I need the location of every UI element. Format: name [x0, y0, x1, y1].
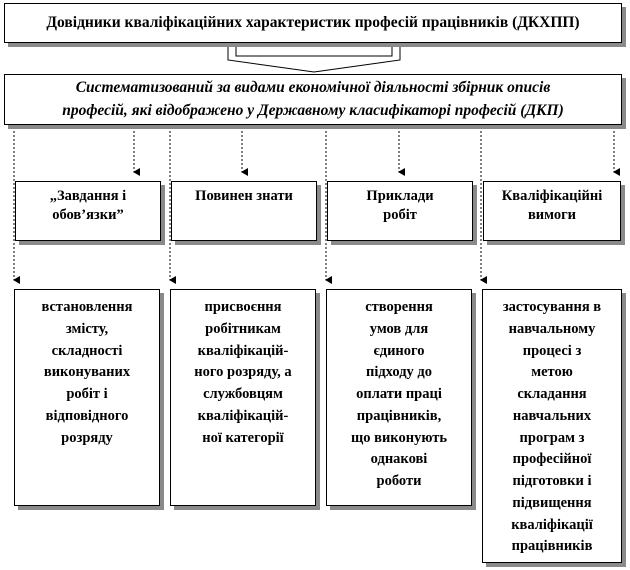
description-qualification-requirements	[482, 289, 622, 563]
category-label: Приклади	[366, 188, 434, 204]
desc-line: службовцям	[203, 386, 283, 402]
desc-line: роботи	[376, 473, 422, 489]
main-flow-arrow	[228, 46, 400, 72]
desc-line: створення	[365, 299, 433, 315]
title-text: Довідники кваліфікаційних характеристик професій працівників (ДКХПП)	[46, 14, 580, 31]
desc-line: оплати праці	[356, 386, 442, 402]
desc-line: єдиного	[373, 342, 425, 359]
desc-line: навчальному	[508, 320, 596, 337]
subtitle-box	[4, 74, 622, 125]
desc-line: ного розряду, а	[194, 364, 292, 381]
category-label: вимоги	[527, 206, 577, 223]
desc-line: ної категорії	[202, 429, 284, 446]
desc-line: кваліфікацій-	[197, 407, 289, 424]
desc-line: підходу до	[365, 364, 433, 381]
desc-line: робітникам	[205, 320, 281, 337]
desc-line: кваліфікації	[511, 516, 593, 533]
desc-line: присвоєння	[204, 299, 282, 315]
desc-line: встановлення	[41, 299, 133, 315]
category-must-know	[171, 181, 317, 241]
description-work-examples	[326, 289, 472, 506]
description-tasks	[14, 289, 160, 506]
desc-line: кваліфікацій-	[197, 342, 289, 359]
desc-line: що виконують	[351, 429, 447, 446]
category-label: Повинен знати	[195, 188, 293, 204]
desc-line: підвищення	[512, 494, 592, 511]
desc-line: складання	[517, 386, 587, 402]
desc-line: навчальних	[512, 407, 592, 424]
desc-line: процесі з	[522, 342, 582, 359]
desc-line: однакові	[370, 451, 428, 468]
desc-line: відповідного	[45, 407, 129, 424]
desc-line: складності	[51, 342, 123, 359]
desc-line: програм з	[519, 429, 585, 446]
desc-line: працівників	[511, 538, 593, 555]
category-label: робіт	[383, 206, 417, 223]
desc-line: робіт і	[66, 386, 108, 402]
desc-line: розряду	[61, 429, 113, 446]
desc-line: виконуваних	[43, 364, 131, 381]
subtitle-line-2: професій, які відображено у Державному класифікаторі професій (ДКП)	[62, 101, 564, 119]
subtitle-line-1: Систематизований за видами економічної діяльності збірник описів	[75, 79, 551, 97]
category-qualification-requirements	[483, 181, 621, 241]
category-tasks	[15, 181, 161, 241]
desc-line: метою	[531, 364, 573, 381]
category-label: Кваліфікаційні	[501, 188, 603, 204]
title-box	[4, 3, 622, 43]
category-work-examples	[327, 181, 473, 241]
desc-line: професійної	[512, 451, 592, 468]
desc-line: застосування в	[502, 299, 602, 315]
desc-line: працівників,	[356, 407, 442, 424]
category-label: обов’язки”	[52, 206, 124, 223]
desc-line: змісту,	[65, 320, 109, 337]
desc-line: підготовки і	[512, 473, 592, 489]
description-must-know	[170, 289, 316, 506]
category-label: „Завдання і	[49, 188, 127, 204]
desc-line: умов для	[369, 320, 429, 337]
